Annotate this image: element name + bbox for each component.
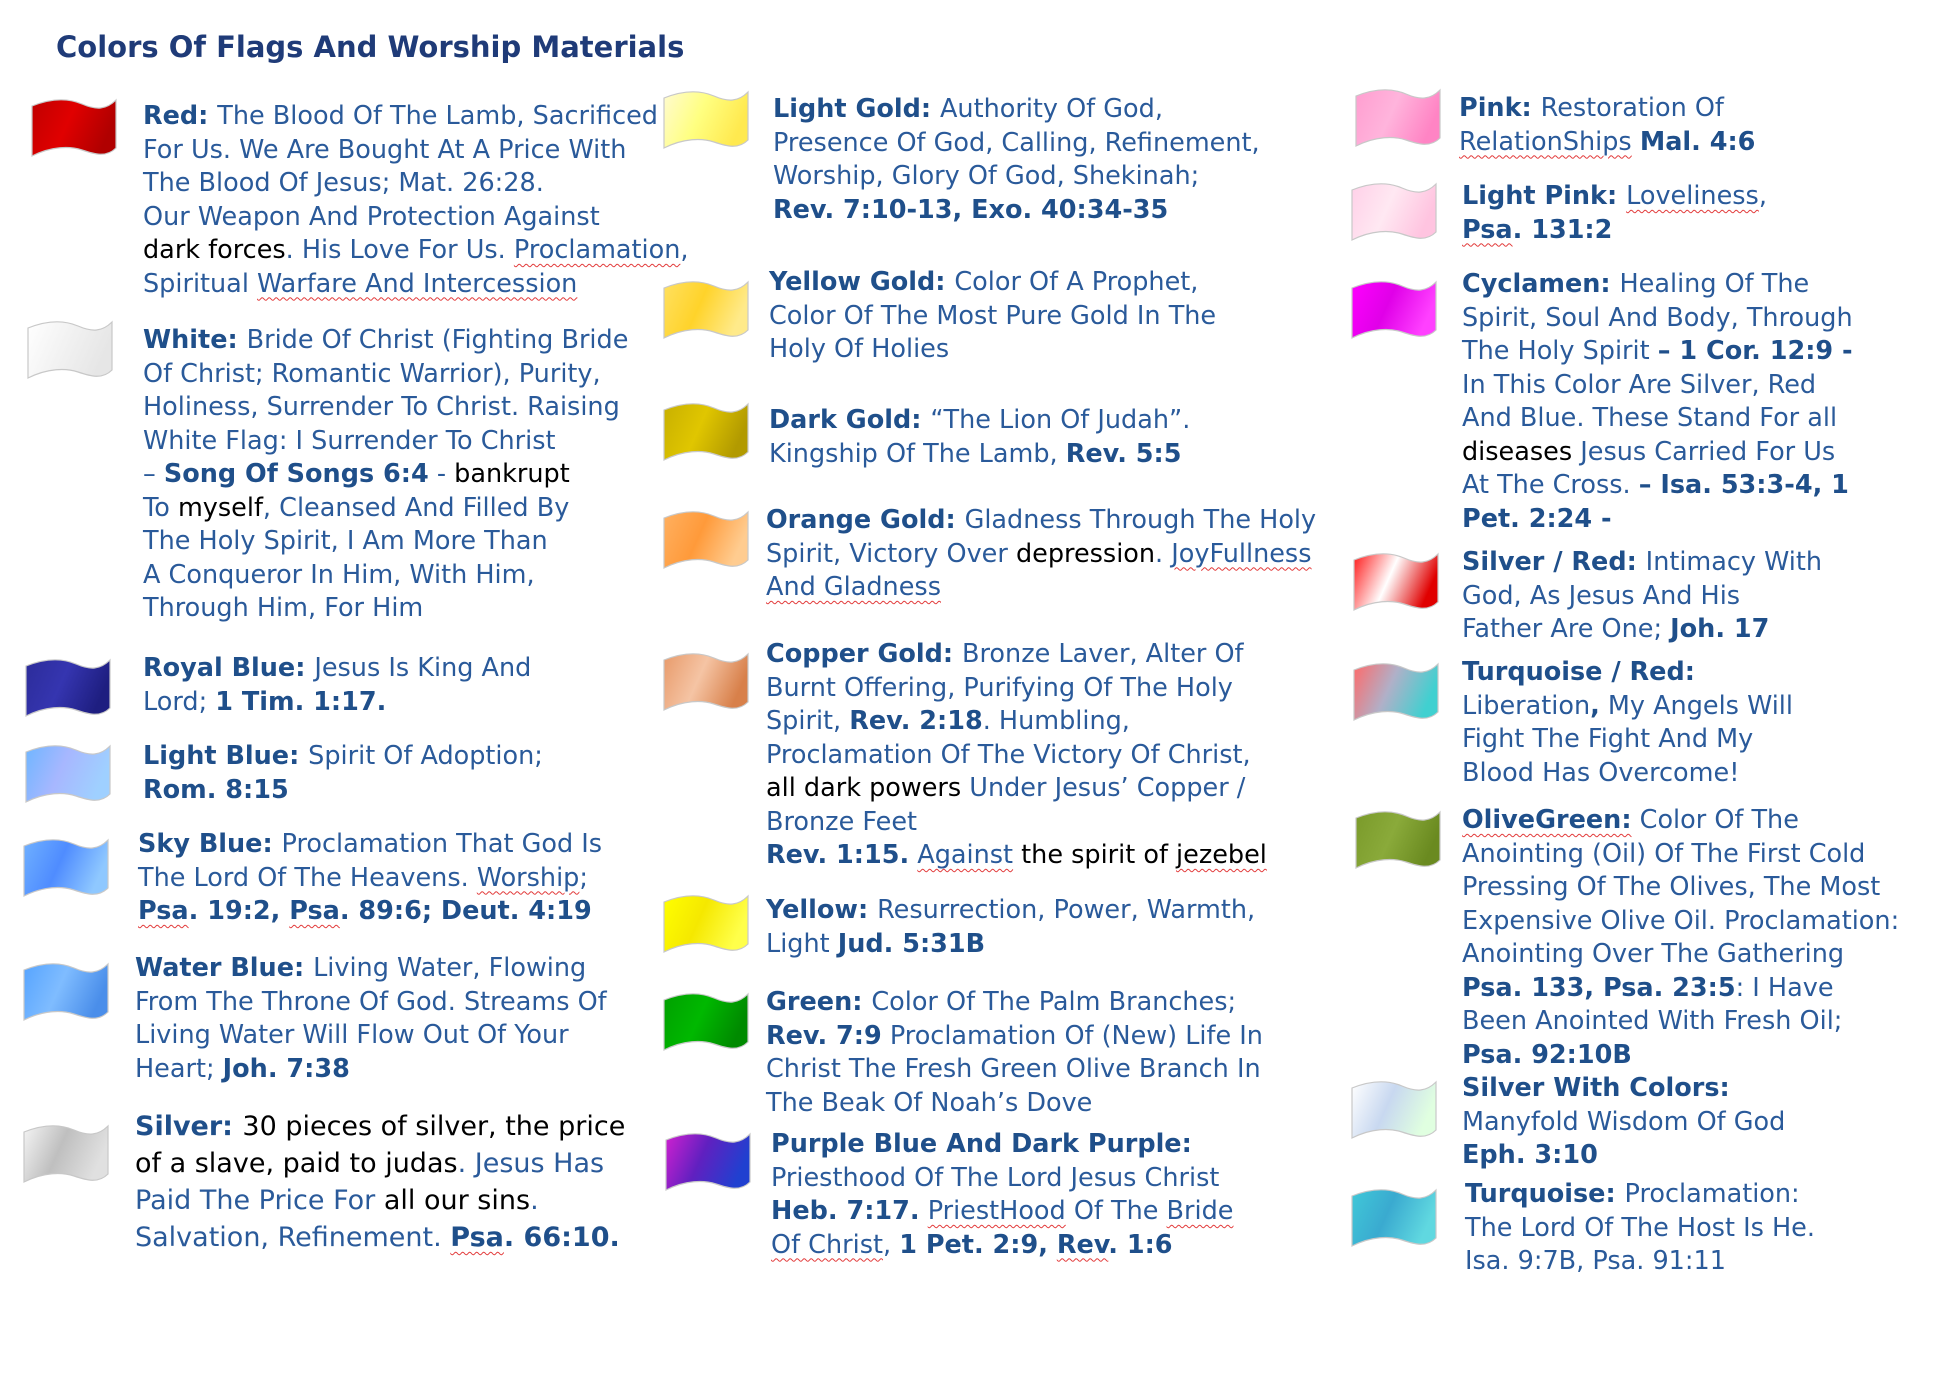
light-blue-text-segment: Rom. 8:15 <box>143 774 289 805</box>
orange-gold-flag-icon <box>660 508 752 574</box>
copper-gold-text-segment: Rev. 2:18 <box>849 706 983 736</box>
turquoise-red-description <box>1462 656 1793 790</box>
royal-blue-description <box>143 652 531 719</box>
orange-gold-text-segment: JoyFullness <box>1171 538 1312 569</box>
sky-blue-text-segment: . 89:6; Deut. 4:19 <box>339 896 592 926</box>
red-text-segment: Proclamation <box>513 235 681 265</box>
silver-flag-icon <box>20 1122 112 1188</box>
red-text-segment: Red: <box>143 101 218 131</box>
turquoise-red-text-segment: My Angels Will Fight The Fight And My Blood Has Overcome! <box>1462 690 1793 788</box>
white-text-segment: Song Of Songs 6:4 <box>163 459 429 489</box>
copper-gold-text-segment: Under Jesus’ Copper / Bronze Feet <box>766 773 1246 837</box>
olive-green-text-segment: OliveGreen: <box>1462 805 1632 835</box>
pink-flag-icon <box>1352 86 1444 152</box>
silver-colors-flag-icon <box>1348 1078 1440 1144</box>
turquoise-red-text-segment: Liberation <box>1462 690 1591 721</box>
royal-blue-flag-icon <box>22 656 114 722</box>
copper-gold-text-segment: the spirit of <box>1013 840 1177 870</box>
olive-green-text-segment: Color Of The Anointing (Oil) Of The First Cold Pressing Of The Olives, The Most Expensive Olive Oil. Proclamation: Anointing Over The Gathering <box>1462 805 1900 969</box>
dark-gold-text-segment: “The Lion Of Judah”. Kingship Of The Lamb, <box>769 405 1191 469</box>
turquoise-text-segment: Proclamation: The Lord Of The Host Is He. Isa. 9:7B, Psa. 91:11 <box>1465 1179 1815 1276</box>
turquoise-red-text-segment: , <box>1590 690 1600 721</box>
water-blue-text-segment: Living Water, Flowing From The Throne Of God. Streams Of Living Water Will Flow Out Of Your Heart; <box>135 953 607 1084</box>
light-pink-text-segment: Psa <box>1462 214 1513 245</box>
copper-gold-flag-icon <box>660 650 752 716</box>
green-text-segment: Green: <box>766 987 872 1017</box>
silver-red-text-segment: Intimacy With God, As Jesus And His Father Are One; <box>1462 547 1823 644</box>
orange-gold-description <box>766 504 1316 605</box>
turquoise-flag-icon <box>1348 1186 1440 1252</box>
pink-text-segment <box>1632 127 1640 157</box>
orange-gold-text-segment: Orange Gold: <box>766 505 965 535</box>
light-blue-flag-icon <box>22 742 114 808</box>
silver-text-segment: . Salvation, Refinement. <box>135 1185 539 1253</box>
olive-green-text-segment: : I Have Been Anointed With Fresh Oil; <box>1462 972 1843 1036</box>
light-pink-flag-icon <box>1348 180 1440 246</box>
red-text-segment: Warfare And Intercession <box>257 268 578 299</box>
royal-blue-text-segment: Jesus Is King And Lord; <box>143 653 532 717</box>
white-text-segment: , Cleansed And Filled By The Holy Spirit, I Am More Than A Conqueror In Him, With Him, Through Him, For Him <box>143 492 570 623</box>
water-blue-text-segment: Water Blue: <box>135 953 314 983</box>
yellow-text-segment: Resurrection, Power, Warmth, Light <box>766 895 1256 959</box>
sky-blue-text-segment: Sky Blue: <box>138 829 282 859</box>
water-blue-text-segment: Joh. 7:38 <box>222 1053 350 1084</box>
cyclamen-text-segment: – Isa. 53:3-4, 1 Pet. 2:24 - <box>1462 470 1849 534</box>
purple-blue-text-segment: Heb. 7:17. <box>771 1196 920 1226</box>
water-blue-flag-icon <box>20 960 112 1026</box>
silver-red-flag-icon <box>1350 550 1442 616</box>
light-pink-description <box>1462 180 1767 247</box>
cyclamen-text-segment: Healing Of The Spirit, Soul And Body, Through The Holy Spirit <box>1462 269 1853 366</box>
cyclamen-description <box>1462 268 1853 536</box>
orange-gold-text-segment: . <box>1155 538 1172 569</box>
purple-blue-text-segment: Bride <box>1166 1196 1234 1226</box>
copper-gold-text-segment: Bronze Laver, Alter Of Burnt Offering, Purifying Of The Holy Spirit, <box>766 639 1244 736</box>
light-blue-text-segment: Spirit Of Adoption; <box>308 741 543 771</box>
white-text-segment: bankrupt <box>454 459 570 489</box>
white-text-segment: - <box>428 459 455 489</box>
silver-text-segment: Silver: <box>135 1111 243 1142</box>
light-pink-text-segment: Light Pink: <box>1462 181 1627 211</box>
light-pink-text-segment: , <box>1758 181 1767 211</box>
light-pink-text-segment: Loveliness <box>1626 181 1759 211</box>
sky-blue-text-segment: . 19:2, <box>188 896 290 926</box>
copper-gold-description <box>766 638 1267 873</box>
orange-gold-text-segment: And Gladness <box>766 572 941 602</box>
red-flag-icon <box>28 96 120 162</box>
cyclamen-text-segment: Jesus Carried For Us At The Cross. <box>1462 436 1836 500</box>
green-text-segment: Proclamation Of (New) Life In Christ The Fresh Green Olive Branch In The Beak Of Noah’s Dove <box>766 1020 1263 1118</box>
silver-colors-text-segment: Manyfold Wisdom Of God <box>1462 1106 1786 1137</box>
purple-blue-flag-icon <box>662 1130 754 1196</box>
silver-text-segment: . Jesus Has Paid The Price For <box>135 1148 605 1216</box>
turquoise-red-text-segment: Turquoise / Red: <box>1462 657 1695 687</box>
pink-text-segment: Restoration Of <box>1540 93 1724 123</box>
white-text-segment: Bride Of Christ (Fighting Bride Of Christ; Romantic Warrior), Purity, Holiness, Surrender To Christ. Raising White Flag: I Surrender To Christ – <box>143 325 629 489</box>
silver-red-text-segment: Silver / Red: <box>1462 547 1646 577</box>
yellow-flag-icon <box>660 892 752 958</box>
silver-red-description <box>1462 546 1822 647</box>
purple-blue-text-segment: Priesthood Of The Lord Jesus Christ <box>771 1162 1220 1193</box>
green-flag-icon <box>660 990 752 1056</box>
cyclamen-text-segment: – 1 Cor. 12:9 - <box>1657 336 1853 366</box>
sky-blue-text-segment: Psa <box>138 896 189 926</box>
red-text-segment: . His Love For Us. <box>285 235 514 265</box>
pink-description <box>1459 92 1755 159</box>
yellow-gold-text-segment: Yellow Gold: <box>769 267 955 297</box>
copper-gold-text-segment: jezebel <box>1176 840 1267 870</box>
light-gold-text-segment: Authority Of God, Presence Of God, Calling, Refinement, Worship, Glory Of God, Shekinah; <box>773 94 1260 191</box>
light-pink-text-segment: . 131:2 <box>1512 214 1613 245</box>
orange-gold-text-segment: Gladness Through The Holy Spirit, Victory Over <box>766 505 1317 569</box>
copper-gold-text-segment: all dark powers <box>766 773 962 803</box>
light-gold-description <box>773 93 1260 227</box>
silver-text-segment: Psa <box>450 1222 504 1253</box>
silver-text-segment: all our sins <box>383 1185 531 1216</box>
cyclamen-flag-icon <box>1348 278 1440 344</box>
white-flag-icon <box>24 318 116 384</box>
sky-blue-description <box>138 828 602 929</box>
light-blue-description <box>143 740 543 807</box>
dark-gold-text-segment: Dark Gold: <box>769 405 931 435</box>
silver-description <box>135 1108 625 1256</box>
dark-gold-text-segment: Rev. 5:5 <box>1065 438 1182 469</box>
red-description <box>143 100 689 301</box>
royal-blue-text-segment: Royal Blue: <box>143 653 315 683</box>
silver-colors-text-segment: Eph. 3:10 <box>1462 1140 1598 1170</box>
dark-gold-description <box>769 404 1190 471</box>
yellow-text-segment: Jud. 5:31B <box>837 928 986 959</box>
olive-green-text-segment: Psa. 133, Psa. 23:5 <box>1462 972 1736 1003</box>
yellow-text-segment: Yellow: <box>766 895 878 925</box>
silver-colors-description <box>1462 1072 1785 1173</box>
water-blue-description <box>135 952 607 1086</box>
turquoise-text-segment: Turquoise: <box>1465 1179 1625 1209</box>
dark-gold-flag-icon <box>660 400 752 466</box>
olive-green-description <box>1462 804 1899 1072</box>
purple-blue-text-segment: Rev <box>1056 1229 1109 1260</box>
silver-text-segment: . 66:10. <box>503 1222 620 1253</box>
purple-blue-text-segment: Purple Blue And Dark Purple: <box>771 1129 1192 1159</box>
purple-blue-text-segment: , <box>882 1229 900 1260</box>
page-title: Colors Of Flags And Worship Materials <box>56 30 685 64</box>
purple-blue-text-segment <box>920 1196 928 1226</box>
red-text-segment: , Spiritual <box>143 235 689 299</box>
light-gold-flag-icon <box>660 88 752 154</box>
copper-gold-text-segment: . Humbling, Proclamation Of The Victory Of Christ, <box>766 706 1251 770</box>
olive-green-flag-icon <box>1352 808 1444 874</box>
copper-gold-text-segment: Against <box>917 840 1014 870</box>
turquoise-description <box>1465 1178 1815 1279</box>
green-text-segment: Rev. 7:9 <box>766 1020 882 1051</box>
white-description <box>143 324 628 626</box>
olive-green-text-segment: Psa. 92:10B <box>1462 1039 1632 1070</box>
white-text-segment: To <box>143 492 170 523</box>
orange-gold-text-segment: depression <box>1015 538 1156 569</box>
pink-text-segment: Mal. 4:6 <box>1639 126 1756 157</box>
silver-red-text-segment: Joh. 17 <box>1670 614 1770 644</box>
pink-text-segment: RelationShips <box>1459 126 1632 157</box>
silver-text-segment: 30 pieces of silver, the price of a slave, paid to judas <box>135 1111 626 1179</box>
yellow-gold-flag-icon <box>660 278 752 344</box>
copper-gold-text-segment: Copper Gold: <box>766 639 963 669</box>
sky-blue-text-segment: Proclamation That God Is The Lord Of The Heavens. <box>138 829 603 893</box>
white-text-segment: myself <box>177 492 263 523</box>
cyclamen-text-segment: Cyclamen: <box>1462 269 1620 299</box>
purple-blue-text-segment: Of The <box>1065 1196 1167 1226</box>
white-text-segment: White: <box>143 325 247 355</box>
sky-blue-text-segment: Worship <box>476 862 580 893</box>
light-gold-text-segment: Rev. 7:10-13, Exo. 40:34-35 <box>773 194 1169 225</box>
purple-blue-text-segment: . 1:6 <box>1108 1229 1173 1260</box>
purple-blue-description <box>771 1128 1233 1262</box>
green-description <box>766 986 1263 1120</box>
silver-colors-text-segment: Silver With Colors: <box>1462 1073 1730 1103</box>
sky-blue-flag-icon <box>20 836 112 902</box>
cyclamen-text-segment: diseases <box>1462 436 1573 467</box>
purple-blue-text-segment: 1 Pet. 2:9, <box>899 1229 1057 1260</box>
red-text-segment: The Blood Of The Lamb, Sacrificed For Us. We Are Bought At A Price With The Blood Of Jesus; Mat. 26:28. Our Weapon And Protection Against <box>143 101 658 232</box>
copper-gold-text-segment: Rev. 1:15. <box>766 840 910 870</box>
turquoise-red-flag-icon <box>1350 660 1442 726</box>
cyclamen-text-segment: In This Color Are Silver, Red And Blue. These Stand For all <box>1462 369 1838 433</box>
green-text-segment: Color Of The Palm Branches; <box>871 987 1237 1017</box>
sky-blue-text-segment: Psa <box>289 896 340 926</box>
sky-blue-text-segment: ; <box>579 862 588 893</box>
yellow-gold-description <box>769 266 1216 367</box>
purple-blue-text-segment: PriestHood <box>927 1196 1066 1226</box>
pink-text-segment: Pink: <box>1459 93 1541 123</box>
purple-blue-text-segment: Of Christ <box>771 1229 883 1260</box>
light-gold-text-segment: Light Gold: <box>773 94 940 124</box>
yellow-description <box>766 894 1255 961</box>
light-blue-text-segment: Light Blue: <box>143 741 309 771</box>
yellow-gold-text-segment: Color Of A Prophet, Color Of The Most Pure Gold In The Holy Of Holies <box>769 267 1217 364</box>
red-text-segment: dark forces <box>143 235 286 265</box>
royal-blue-text-segment: 1 Tim. 1:17. <box>215 686 387 717</box>
